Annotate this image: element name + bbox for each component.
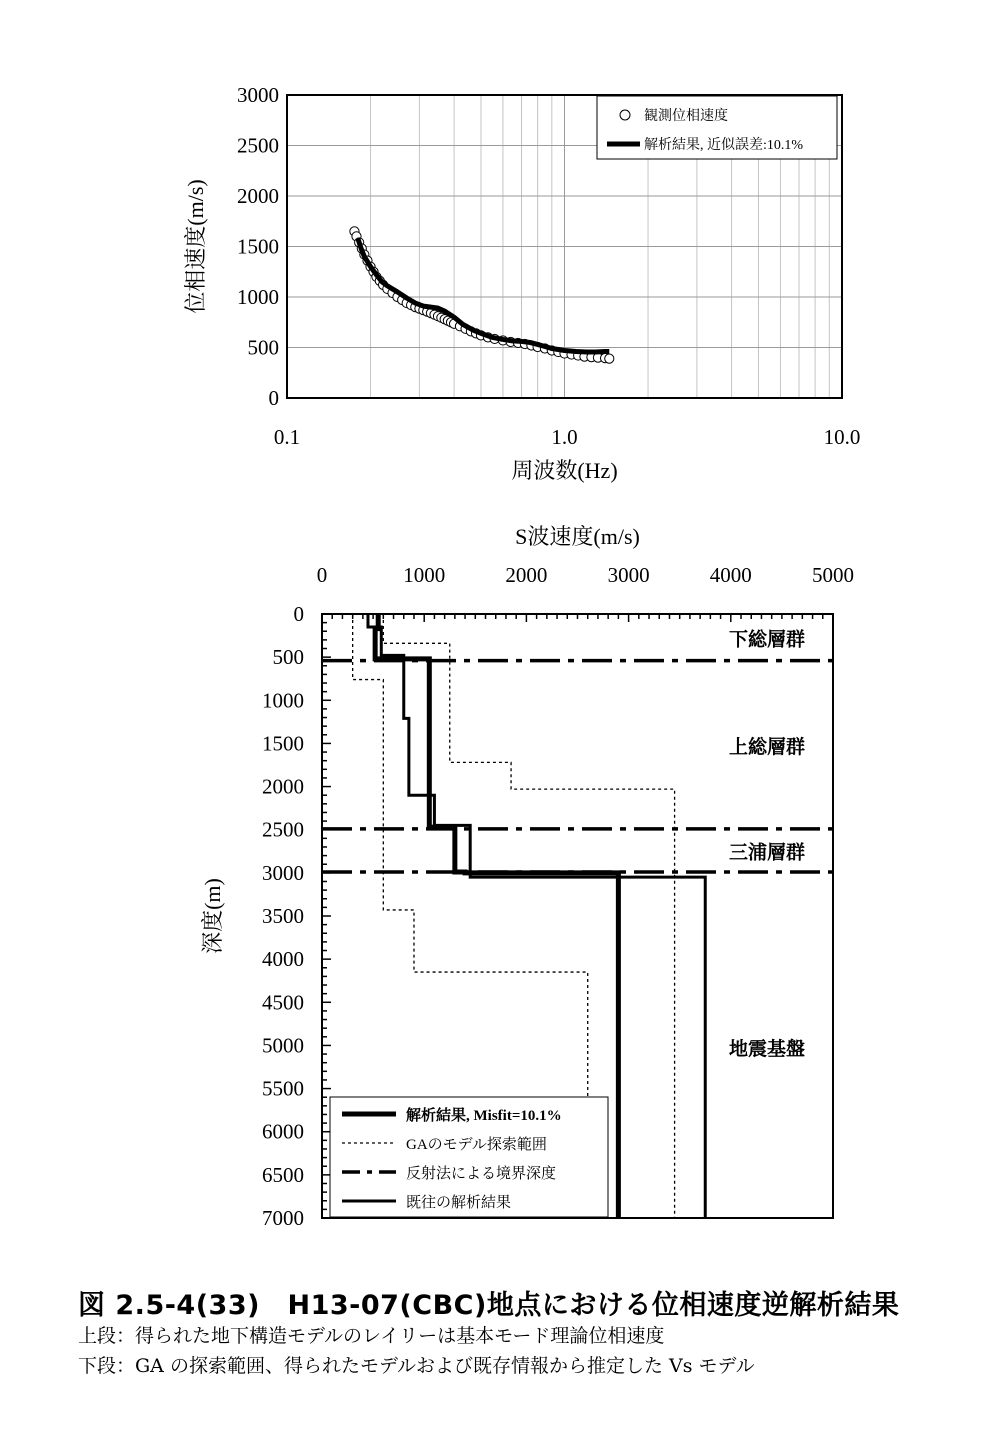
y-tick-label: 7000 xyxy=(262,1206,304,1230)
y-tick-label: 2000 xyxy=(262,774,304,799)
y-tick-label: 500 xyxy=(247,335,279,360)
legend-inversion-label: 解析結果, Misfit=10.1% xyxy=(406,1108,562,1124)
legend-boundary-label: 反射法による境界深度 xyxy=(406,1166,557,1182)
x-tick-label: 10.0 xyxy=(823,425,861,449)
x-axis-title: S波速度(m/s) xyxy=(515,524,640,549)
y-tick-label: 3500 xyxy=(262,904,304,928)
legend-ga-range-label: GAのモデル探索範囲 xyxy=(406,1137,547,1153)
y-axis-label: 深度(m) xyxy=(200,878,225,954)
y-tick-label: 6000 xyxy=(262,1119,304,1144)
velocity-profile-chart xyxy=(0,510,994,1270)
y-tick-label: 0 xyxy=(268,386,279,410)
y-tick-label: 6500 xyxy=(262,1162,304,1187)
x-tick-label: 0 xyxy=(316,563,328,587)
layer-label: 地震基盤 xyxy=(728,1039,806,1061)
x-axis-label: 周波数(Hz) xyxy=(511,458,618,483)
layer-label: 三浦層群 xyxy=(728,842,806,864)
y-tick-label: 3000 xyxy=(262,860,304,885)
y-tick-label: 4500 xyxy=(262,990,304,1015)
y-tick-label: 4000 xyxy=(262,947,304,972)
y-tick-label: 1000 xyxy=(262,688,304,713)
x-tick-label: 4000 xyxy=(709,563,752,587)
y-tick-label: 5500 xyxy=(262,1076,304,1101)
y-tick-label: 1500 xyxy=(237,234,279,259)
layer-label: 下総層群 xyxy=(728,629,806,651)
x-tick-label: 5000 xyxy=(812,563,854,587)
x-tick-label: 2000 xyxy=(505,563,548,587)
legend-marker-observed xyxy=(620,110,630,120)
y-tick-label: 0 xyxy=(293,602,304,626)
y-tick-label: 500 xyxy=(272,645,304,670)
y-tick-label: 5000 xyxy=(262,1033,304,1058)
legend-previous-label: 既往の解析結果 xyxy=(406,1195,512,1211)
dispersion-chart xyxy=(0,0,994,500)
x-tick-label: 1.0 xyxy=(551,425,578,449)
legend-label-observed: 観測位相速度 xyxy=(644,109,728,124)
layer-label: 上総層群 xyxy=(728,737,806,759)
observed-point xyxy=(605,354,614,363)
y-axis-label: 位相速度(m/s) xyxy=(183,179,208,314)
x-tick-label: 1000 xyxy=(403,563,446,587)
y-tick-label: 2500 xyxy=(237,133,279,158)
y-tick-label: 2000 xyxy=(237,184,279,208)
y-tick-label: 1000 xyxy=(237,285,279,309)
legend-label-fit: 解析結果, 近似誤差:10.1% xyxy=(644,138,804,153)
x-tick-label: 0.1 xyxy=(273,425,301,449)
y-tick-label: 2500 xyxy=(262,817,304,842)
figure-caption-title: 図 2.5-4(33) H13-07(CBC)地点における位相速度逆解析結果 xyxy=(78,1290,900,1321)
figure-caption-line-lower: 下段：GA の探索範囲、得られたモデルおよび既存情報から推定した Vs モデル xyxy=(78,1355,755,1377)
x-tick-label: 3000 xyxy=(607,563,650,587)
y-tick-label: 3000 xyxy=(237,83,279,107)
figure-caption-line-upper: 上段：得られた地下構造モデルのレイリーは基本モード理論位相速度 xyxy=(78,1325,665,1347)
y-tick-label: 1500 xyxy=(262,731,304,756)
